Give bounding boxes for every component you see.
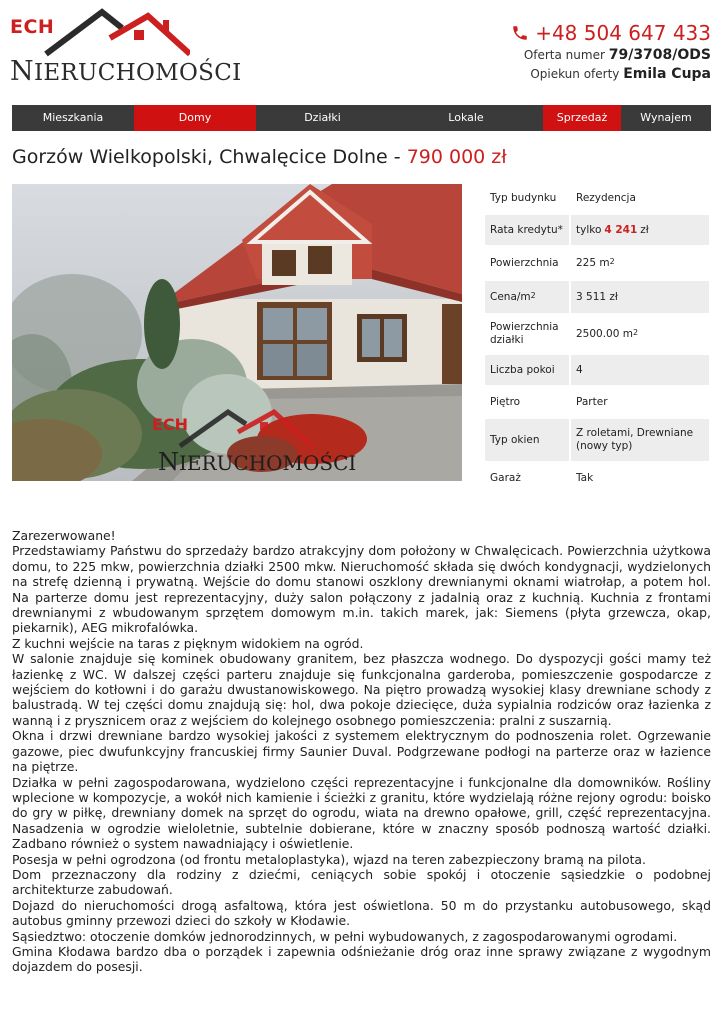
spec-label: Rata kredytu* — [485, 215, 569, 245]
spec-value: Rezydencja — [576, 191, 636, 204]
spec-label: Liczba pokoi — [485, 355, 569, 385]
credit-prefix: tylko — [576, 223, 602, 236]
spec-label: Powierzchnia działki — [490, 321, 559, 346]
site-logo[interactable] — [10, 8, 242, 87]
nav-item-mieszkania[interactable]: Mieszkania — [42, 111, 104, 124]
credit-suffix: zł — [640, 223, 649, 236]
logo-name-rest: IERUCHOMOŚCI — [33, 60, 242, 86]
offer-number-line — [511, 46, 711, 65]
spec-value: Parter — [576, 395, 608, 408]
spec-row-pietro — [485, 387, 709, 417]
price-m2-label-sup: 2 — [530, 291, 536, 300]
phone-number[interactable] — [511, 20, 711, 46]
agent-name[interactable]: Emila Cupa — [623, 66, 711, 82]
description-paragraph: Z kuchni wejście na taras z pięknym widokiem na ogród. — [12, 635, 364, 651]
spec-value: Z roletami, Drewniane (nowy typ) — [571, 419, 709, 461]
spec-label — [485, 281, 569, 313]
nav-item-sprzedaz[interactable]: Sprzedaż — [543, 105, 621, 131]
nav-item-dzialki[interactable]: Działki — [304, 111, 341, 124]
listing-title — [12, 146, 507, 168]
nav-item-domy[interactable]: Domy — [134, 105, 256, 131]
description-paragraph: Zarezerwowane! — [12, 528, 116, 543]
description-paragraph: Sąsiedztwo: otoczenie domków jednorodzinnych, w pełni wybudowanych, z zagospodarowanymi ogrodami. — [12, 928, 678, 944]
spec-value — [571, 215, 709, 245]
logo-ech-text: ECH — [10, 16, 55, 38]
spec-value: 4 — [571, 355, 709, 385]
watermark-ech: ECH — [152, 415, 189, 434]
spec-label: Garaż — [490, 471, 521, 484]
site-header — [0, 0, 724, 100]
watermark-initial: N — [158, 448, 179, 476]
house-photo-image — [12, 184, 462, 481]
description-paragraph: Działka w pełni zagospodarowana, wydzielono części reprezentacyjne i funkcjonalne dla domowników. Rośliny wplecione w kompozycje, a wokół nich kamienie i ścieżki z granitu, które wydzielają różne rejony ogrodu: boisko do gry w piłkę, drewniany domek na sprzęt do ogrodu, wiata na drewno opałowe, grill, część reprezentacyjna. Nasadzenia w ogrodzie wieloletnie, subtelnie dobierane, które w znaczny sposób podnoszą wartość działki. Zadbano również o system nawadniający i oświetlenie. — [12, 774, 711, 852]
description-paragraph: Dojazd do nieruchomości drogą asfaltową, która jest oświetlona. 50 m do przystanku autobusowego, skąd autobus gminny przewozi dzieci do szkoły w Kłodawie. — [12, 897, 711, 929]
credit-amount: 4 241 — [604, 223, 638, 236]
listing-location: Gorzów Wielkopolski, Chwalęcice Dolne - — [12, 146, 407, 168]
price-m2-label: Cena/m — [490, 290, 531, 303]
nav-item-lokale[interactable]: Lokale — [448, 111, 484, 124]
spec-label: Powierzchnia — [490, 256, 559, 269]
offer-number-value: 79/3708/ODS — [608, 47, 711, 63]
logo-name-initial: N — [10, 56, 34, 87]
phone-text: +48 504 647 433 — [535, 21, 711, 45]
agent-label: Opiekun oferty — [530, 67, 620, 81]
spec-row-typ-okien — [485, 419, 709, 461]
description-paragraph: Dom przeznaczony dla rodziny z dziećmi, ceniących sobie spokój i otoczenie sąsiedzkie o podobnej architekturze zabudowań. — [12, 866, 711, 898]
plot-area-unit-sup: 2 — [633, 328, 639, 337]
description-paragraph: W salonie znajduje się kominek obudowany granitem, bez płaszcza wodnego. Do dyspozycji gości mamy też łazienkę z WC. W dalszej części parteru znajduje się funkcjonalna garderoba, pomieszczenie gospodarcze z wejściem do kotłowni i do garażu dwustanowiskowego. Na piętro prowadzą wysokiej klasy drewniane schody z balustradą. W tej części domu znajdują się: hol, dwa pokoje dziecięce, duża sypialnia rodziców oraz łazienka z wanną i z prysznicem oraz z wejściem do kolejnego osobnego pomieszczenia: pralni z suszarnią. — [12, 651, 711, 728]
spec-label: Typ budynku — [490, 191, 557, 204]
spec-value: 3 511 zł — [571, 281, 709, 313]
offer-number-label: Oferta numer — [523, 48, 605, 62]
spec-label: Piętro — [490, 395, 521, 408]
spec-value: Tak — [576, 471, 594, 484]
area-unit-sup: 2 — [609, 257, 615, 266]
agent-line — [511, 65, 711, 84]
phone-icon — [511, 24, 529, 42]
specs-table — [485, 183, 709, 495]
listing-price: 790 000 zł — [406, 146, 507, 168]
nav-item-wynajem[interactable]: Wynajem — [640, 111, 692, 124]
spec-value — [571, 315, 709, 353]
spec-row-powierzchnia-dzialki — [485, 315, 709, 353]
logo-name-text — [10, 56, 241, 87]
listing-photo[interactable] — [12, 184, 462, 481]
spec-row-typ-budynku — [485, 183, 709, 213]
description-paragraph: Posesja w pełni ogrodzona (od frontu metaloplastyka), wjazd na teren zabezpieczony bramą na pilota. — [12, 851, 646, 867]
description-paragraph: Okna i drzwi drewniane bardzo wysokiej jakości z systemem elektrycznym do podnoszenia rolet. Ogrzewanie gazowe, piec dwufunkcyjny francuskiej firmy Saunier Duval. Podgrzewane podłogi na parterze oraz w łazience na piętrze. — [12, 728, 711, 775]
description-paragraph: Przedstawiamy Państwu do sprzedaży bardzo atrakcyjny dom położony w Chwalęcicach. Powierzchnia użytkowa domu, to 225 mkw, powierzchnia działki 2500 mkw. Nieruchomość składa się dwóch kondygnacji, wydzielonych na strefę dzienną i prywatną. Wejście do domu stanowi oszklony drewnianymi oknami wiatrołap, a potem hol. Na parterze domu jest reprezentacyjny, duży salon połączony z jadalnią oraz z kuchnią. Kuchnia z frontami drewnianymi z wbudowanym sprzętem domowym m.in. takich marek, jak: Siemens (płyta grzewcza, okap, piekarnik), AEG mikrofalówka. — [12, 543, 711, 636]
spec-row-liczba-pokoi — [485, 355, 709, 385]
area-value: 225 m — [576, 256, 610, 269]
spec-value — [571, 247, 709, 279]
spec-label: Typ okien — [485, 419, 569, 461]
spec-row-rata-kredytu — [485, 215, 709, 245]
watermark-name — [158, 448, 356, 476]
spec-row-garaz — [485, 463, 709, 493]
description-paragraph: Gmina Kłodawa bardzo dba o porządek i zapewnia odśnieżanie dróg oraz inne sprawy związane z wygodnym dojazdem do posesji. — [12, 943, 711, 975]
listing-description — [12, 528, 711, 975]
spec-row-powierzchnia — [485, 247, 709, 279]
watermark-rest: IERUCHOMOŚCI — [179, 451, 357, 475]
contact-block — [511, 20, 711, 84]
plot-area-value: 2500.00 m — [576, 327, 633, 340]
spec-row-cena-m2 — [485, 281, 709, 313]
main-nav — [12, 105, 711, 131]
